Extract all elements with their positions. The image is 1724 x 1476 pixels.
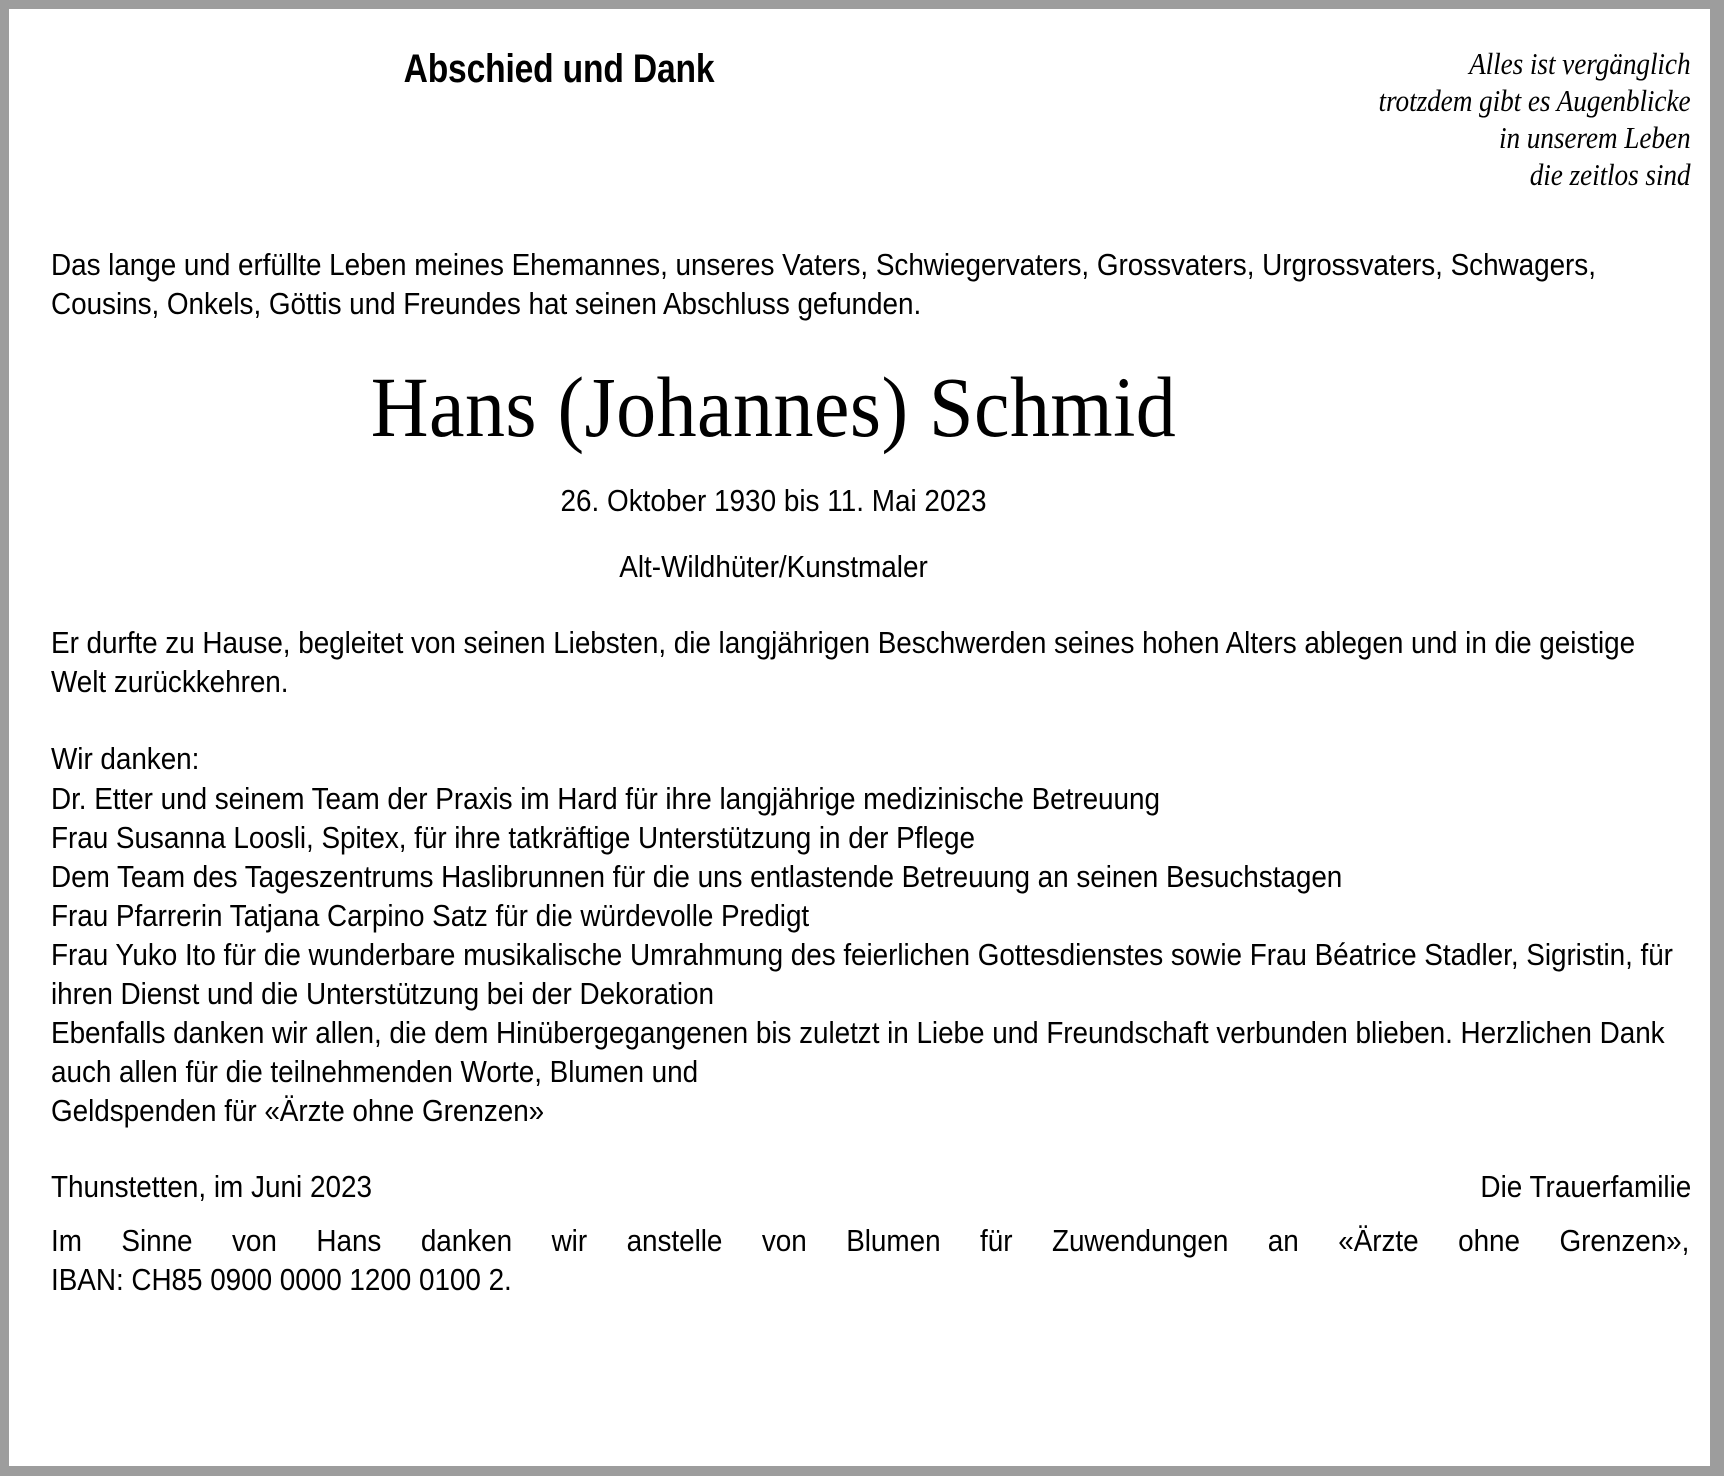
donation-paragraph <box>51 1221 1689 1299</box>
list-item: Frau Susanna Loosli, Spitex, für ihre tatkräftige Unterstützung in der Pflege <box>51 820 975 855</box>
memorial-poem <box>1378 45 1690 193</box>
notice-header <box>9 9 1710 219</box>
page-title: Abschied und Dank <box>403 47 715 91</box>
deceased-name: Hans (Johannes) Schmid <box>370 359 1177 455</box>
donation-line-1: Im Sinne von Hans danken wir anstelle von Blumen für Zuwendungen an «Ärzte ohne Grenzen», <box>51 1223 1690 1258</box>
thanks-heading: Wir danken: <box>51 741 200 776</box>
list-item: Dr. Etter und seinem Team der Praxis im Hard für ihre langjährige medizinische Betreuung <box>51 781 1160 816</box>
profession-line: Alt-Wildhüter/Kunstmaler <box>619 549 928 584</box>
poem-line: in unserem Leben <box>1498 120 1690 155</box>
thanks-list <box>51 779 1689 1130</box>
donation-line-2: IBAN: CH85 0900 0000 1200 0100 2. <box>51 1262 512 1297</box>
poem-line: die zeitlos sind <box>1529 157 1690 192</box>
list-item: Frau Pfarrerin Tatjana Carpino Satz für die würdevolle Predigt <box>51 898 810 933</box>
obituary-sheet <box>9 9 1710 1466</box>
intro-paragraph: Das lange und erfüllte Leben meines Ehemannes, unseres Vaters, Schwiegervaters, Grossvaters, Urgrossvaters, Schwagers, Cousins, Onkels, Göttis und Freundes hat seinen Abschluss gefunden. <box>51 247 1596 321</box>
family-signature: Die Trauerfamilie <box>1480 1169 1691 1204</box>
passing-paragraph: Er durfte zu Hause, begleitet von seinen Liebsten, die langjährigen Beschwerden seines hohen Alters ablegen und in die geistige Welt zurückkehren. <box>51 625 1636 699</box>
list-item: Ebenfalls danken wir allen, die dem Hinübergegangenen bis zuletzt in Liebe und Freundschaft verbunden blieben. Herzlichen Dank auch allen für die teilnehmenden Worte, Blumen und <box>51 1015 1665 1089</box>
list-item: Frau Yuko Ito für die wunderbare musikalische Umrahmung des feierlichen Gottesdienstes sowie Frau Béatrice Stadler, Sigristin, für ihren Dienst und die Unterstützung bei der Dekoration <box>51 937 1673 1011</box>
poem-line: trotzdem gibt es Augenblicke <box>1378 83 1690 118</box>
poem-line: Alles ist vergänglich <box>1468 46 1690 81</box>
life-dates: 26. Oktober 1930 bis 11. Mai 2023 <box>560 483 987 518</box>
place-and-date: Thunstetten, im Juni 2023 <box>51 1169 373 1204</box>
list-item: Geldspenden für «Ärzte ohne Grenzen» <box>51 1093 545 1128</box>
list-item: Dem Team des Tageszentrums Haslibrunnen für die uns entlastende Betreuung an seinen Besuchstagen <box>51 859 1343 894</box>
